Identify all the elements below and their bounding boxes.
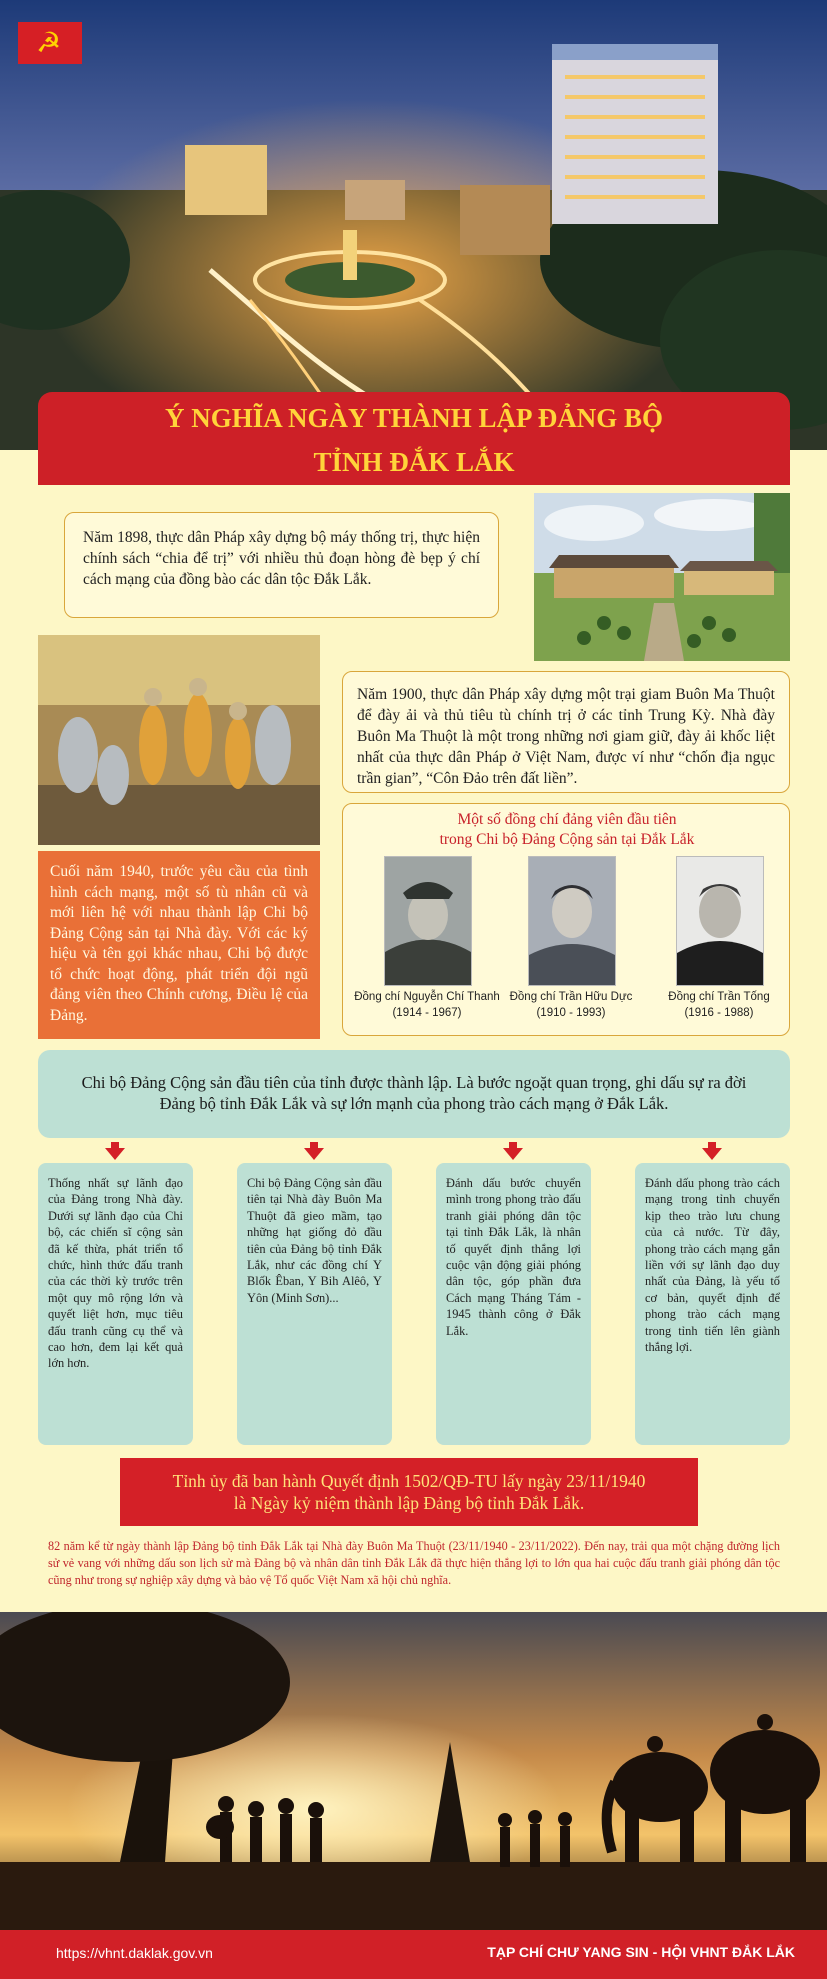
portrait-tran-huu-duc <box>528 856 616 986</box>
member-years: (1916 - 1988) <box>684 1007 754 1019</box>
member-name: Đồng chí Trần Tống <box>668 991 770 1003</box>
title-line-2: TỈNH ĐẮK LẮK <box>313 447 515 477</box>
website-url[interactable]: https://vhnt.daklak.gov.vn <box>56 1945 213 1961</box>
impact-column-3: Đánh dấu bước chuyển mình trong phong trào đấu tranh giải phóng dân tộc tại tỉnh Đắk Lắk, là nhân tố quyết định thắng lợi cuộc vận động giải phóng dân tộc, góp phần đưa Cách mạng Tháng Tám - 1945 thành công ở Đắk Lắk. <box>436 1163 591 1445</box>
paragraph-1898: Năm 1898, thực dân Pháp xây dựng bộ máy thống trị, thực hiện chính sách “chia để trị” với nhiều thủ đoạn hòng đè bẹp ý chí cách mạng của đồng bào các dân tộc Đắk Lắk. <box>64 512 499 618</box>
down-arrow-icon <box>702 1148 722 1160</box>
decision-line-2: là Ngày kỷ niệm thành lập Đảng bộ tỉnh Đắk Lắk. <box>233 1493 585 1513</box>
member-years: (1914 - 1967) <box>392 1007 462 1019</box>
members-panel <box>342 803 790 1036</box>
hammer-sickle-icon: ☭ <box>36 26 62 59</box>
member-caption-3 <box>644 989 794 1021</box>
hero-city-photo <box>0 0 827 450</box>
member-years: (1910 - 1993) <box>536 1007 606 1019</box>
prison-barracks-photo <box>534 493 790 661</box>
summary-box: Chi bộ Đảng Cộng sản đầu tiên của tỉnh được thành lập. Là bước ngoặt quan trọng, ghi dấu sự ra đời Đảng bộ tỉnh Đắk Lắk và sự lớn mạnh của phong trào cách mạng ở Đắk Lắk. <box>38 1050 790 1138</box>
members-title <box>343 810 791 850</box>
decision-banner <box>120 1458 698 1526</box>
member-name: Đồng chí Trần Hữu Dực <box>509 991 633 1003</box>
impact-column-4: Đánh dấu phong trào cách mạng trong tỉnh chuyển kịp theo trào lưu chung của cả nước. Từ đây, phong trào cách mạng gắn liền với sự lãnh đạo duy nhất của Đảng, là yếu tố cơ bản, quyết định để phong trào cách mạng trong tỉnh tiến lên giành thắng lợi. <box>635 1163 790 1445</box>
paragraph-1900: Năm 1900, thực dân Pháp xây dựng một trại giam Buôn Ma Thuột để đày ải và thủ tiêu tù chính trị ở các tỉnh Trung Kỳ. Nhà đày Buôn Ma Thuột là một trong những nơi giam giữ, đày ải khốc liệt nhất của thực dân Pháp ở Việt Nam, được ví như “chốn địa ngục trần gian”, “Côn Đảo trên đất liền”. <box>342 671 790 793</box>
publisher-brand: TẠP CHÍ CHƯ YANG SIN - HỘI VHNT ĐẮK LẮK <box>487 1944 795 1960</box>
impact-column-1: Thống nhất sự lãnh đạo của Đảng trong Nhà đày. Dưới sự lãnh đạo của Chi bộ, các chiến sĩ cộng sản đã kế thừa, phát triển tổ chức, hình thức đấu tranh của các thời kỳ trước trên một quy mô rộng lớn và quyết liệt hơn, mục tiêu đấu tranh cũng cụ thể và cao hơn, đem lại kết quả lớn hơn. <box>38 1163 193 1445</box>
sunset-silhouette-photo <box>0 1612 827 1930</box>
member-name: Đồng chí Nguyễn Chí Thanh <box>354 991 500 1003</box>
prison-statues-photo <box>38 635 320 845</box>
portrait-tran-tong <box>676 856 764 986</box>
member-caption-2 <box>496 989 646 1021</box>
title-line-1: Ý NGHĨA NGÀY THÀNH LẬP ĐẢNG BỘ <box>164 403 664 433</box>
impact-column-2: Chi bộ Đảng Cộng sản đầu tiên tại Nhà đày Buôn Ma Thuột đã gieo mầm, tạo những hạt giống đỏ đầu tiên của Đảng bộ tỉnh Đắk Lắk, như các đồng chí Y Blốk Êban, Y Bih Alêô, Y Yôn (Minh Sơn)... <box>237 1163 392 1445</box>
down-arrow-icon <box>304 1148 324 1160</box>
decision-line-1: Tỉnh ủy đã ban hành Quyết định 1502/QĐ-TU lấy ngày 23/11/1940 <box>172 1471 646 1491</box>
anniversary-note: 82 năm kể từ ngày thành lập Đảng bộ tỉnh Đắk Lắk tại Nhà đày Buôn Ma Thuột (23/11/1940 - 23/11/2022). Đến nay, trải qua một chặng đường lịch sử vẻ vang với những dấu son lịch sử mà Đảng bộ và nhân dân tỉnh Đắk Lắk đã thực hiện thắng lợi to lớn qua hai cuộc đấu tranh giải phóng dân tộc cũng như trong sự nghiệp xây dựng và bảo vệ Tổ quốc Việt Nam xã hội chủ nghĩa. <box>48 1539 780 1587</box>
down-arrow-icon <box>105 1148 125 1160</box>
member-caption-1 <box>352 989 502 1021</box>
page-title <box>38 392 790 485</box>
members-title-line-1: Một số đồng chí đảng viên đầu tiên <box>457 811 677 828</box>
portrait-nguyen-chi-thanh <box>384 856 472 986</box>
members-title-line-2: trong Chi bộ Đảng Cộng sản tại Đắk Lắk <box>439 831 695 848</box>
party-flag <box>18 22 82 64</box>
down-arrow-icon <box>503 1148 523 1160</box>
paragraph-1940: Cuối năm 1940, trước yêu cầu của tình hình cách mạng, một số tù nhân cũ và mới liên hệ với nhau thành lập Chi bộ Đảng Cộng sản tại Nhà đày. Với các ký hiệu và tên gọi khác nhau, Chi bộ được tổ chức hoạt động, phát triển đội ngũ đảng viên theo Chính cương, Điều lệ của Đảng. <box>38 851 320 1039</box>
